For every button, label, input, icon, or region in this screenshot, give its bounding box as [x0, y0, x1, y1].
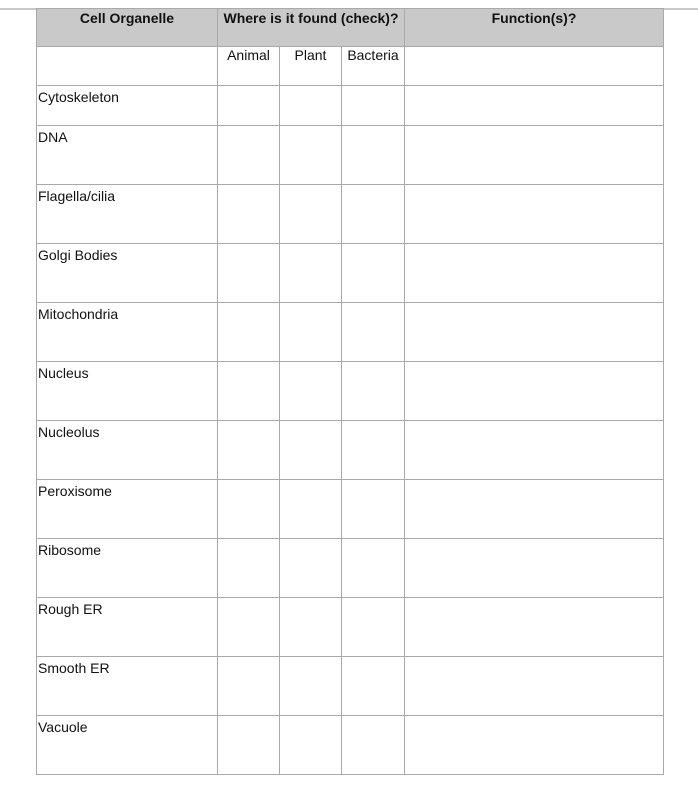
table-row — [37, 185, 664, 244]
table-row — [37, 716, 664, 775]
subheader-row — [37, 47, 664, 86]
check-cell-bacteria[interactable] — [342, 657, 405, 716]
header-function-label: Function(s)? — [491, 10, 577, 26]
subheader-function-blank — [405, 47, 664, 86]
check-cell-animal[interactable] — [218, 362, 280, 421]
check-cell-animal[interactable] — [218, 480, 280, 539]
table-row — [37, 539, 664, 598]
subheader-bacteria: Bacteria — [342, 47, 405, 86]
function-cell[interactable] — [405, 716, 664, 775]
header-found-label: Where is it found (check)? — [223, 10, 399, 26]
check-cell-plant[interactable] — [280, 421, 342, 480]
table-row — [37, 244, 664, 303]
check-cell-bacteria[interactable] — [342, 362, 405, 421]
check-cell-plant[interactable] — [280, 716, 342, 775]
header-row — [37, 9, 664, 47]
check-cell-animal[interactable] — [218, 303, 280, 362]
table-row — [37, 362, 664, 421]
organelle-name: Nucleus — [37, 362, 218, 421]
table-row — [37, 126, 664, 185]
function-cell[interactable] — [405, 86, 664, 126]
check-cell-animal[interactable] — [218, 126, 280, 185]
table-row — [37, 86, 664, 126]
organelle-name: Cytoskeleton — [37, 86, 218, 126]
function-cell[interactable] — [405, 362, 664, 421]
check-cell-bacteria[interactable] — [342, 86, 405, 126]
header-organelle-label: Cell Organelle — [79, 10, 175, 26]
check-cell-animal[interactable] — [218, 244, 280, 303]
check-cell-bacteria[interactable] — [342, 716, 405, 775]
check-cell-bacteria[interactable] — [342, 126, 405, 185]
check-cell-animal[interactable] — [218, 185, 280, 244]
check-cell-plant[interactable] — [280, 303, 342, 362]
check-cell-plant[interactable] — [280, 539, 342, 598]
function-cell[interactable] — [405, 539, 664, 598]
check-cell-plant[interactable] — [280, 126, 342, 185]
organelle-name: Peroxisome — [37, 480, 218, 539]
organelle-name: Nucleolus — [37, 421, 218, 480]
check-cell-bacteria[interactable] — [342, 480, 405, 539]
check-cell-bacteria[interactable] — [342, 598, 405, 657]
check-cell-plant[interactable] — [280, 86, 342, 126]
header-cell-organelle — [37, 9, 218, 47]
check-cell-animal[interactable] — [218, 716, 280, 775]
check-cell-bacteria[interactable] — [342, 539, 405, 598]
header-cell-found — [218, 9, 405, 47]
subheader-plant: Plant — [280, 47, 342, 86]
function-cell[interactable] — [405, 303, 664, 362]
organelle-name: Golgi Bodies — [37, 244, 218, 303]
subheader-animal: Animal — [218, 47, 280, 86]
organelle-name: Mitochondria — [37, 303, 218, 362]
check-cell-plant[interactable] — [280, 362, 342, 421]
function-cell[interactable] — [405, 244, 664, 303]
check-cell-bacteria[interactable] — [342, 185, 405, 244]
check-cell-animal[interactable] — [218, 657, 280, 716]
function-cell[interactable] — [405, 126, 664, 185]
check-cell-animal[interactable] — [218, 86, 280, 126]
check-cell-animal[interactable] — [218, 539, 280, 598]
check-cell-bacteria[interactable] — [342, 303, 405, 362]
check-cell-plant[interactable] — [280, 657, 342, 716]
organelle-table — [36, 8, 664, 775]
function-cell[interactable] — [405, 657, 664, 716]
organelle-name: Smooth ER — [37, 657, 218, 716]
check-cell-animal[interactable] — [218, 421, 280, 480]
organelle-name: Vacuole — [37, 716, 218, 775]
check-cell-plant[interactable] — [280, 598, 342, 657]
function-cell[interactable] — [405, 185, 664, 244]
subheader-blank — [37, 47, 218, 86]
function-cell[interactable] — [405, 598, 664, 657]
organelle-name: Ribosome — [37, 539, 218, 598]
check-cell-plant[interactable] — [280, 244, 342, 303]
check-cell-animal[interactable] — [218, 598, 280, 657]
table-row — [37, 598, 664, 657]
table-row — [37, 421, 664, 480]
check-cell-plant[interactable] — [280, 480, 342, 539]
organelle-name: DNA — [37, 126, 218, 185]
check-cell-plant[interactable] — [280, 185, 342, 244]
organelle-name: Flagella/cilia — [37, 185, 218, 244]
table-row — [37, 303, 664, 362]
organelle-name: Rough ER — [37, 598, 218, 657]
function-cell[interactable] — [405, 480, 664, 539]
check-cell-bacteria[interactable] — [342, 421, 405, 480]
check-cell-bacteria[interactable] — [342, 244, 405, 303]
table-row — [37, 480, 664, 539]
function-cell[interactable] — [405, 421, 664, 480]
table-row — [37, 657, 664, 716]
header-cell-function — [405, 9, 664, 47]
